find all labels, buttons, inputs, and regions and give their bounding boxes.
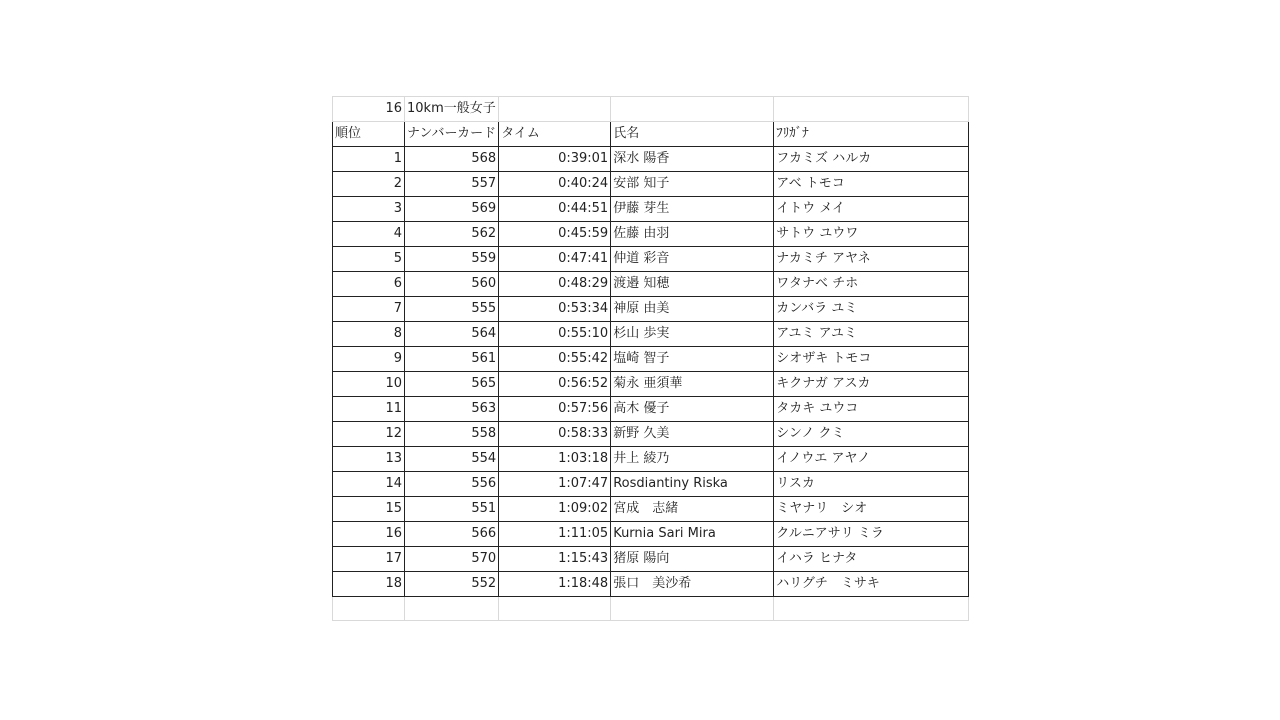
kana-cell[interactable]: シオザキ トモコ [774, 347, 969, 372]
name-cell[interactable]: 猪原 陽向 [611, 547, 774, 572]
kana-cell[interactable]: ハリグチ ミサキ [774, 572, 969, 597]
name-cell[interactable]: 神原 由美 [611, 297, 774, 322]
empty-row [333, 597, 969, 621]
time-cell[interactable]: 0:53:34 [499, 297, 611, 322]
rank-cell[interactable]: 9 [333, 347, 405, 372]
header-time[interactable]: タイム [499, 122, 611, 147]
time-cell[interactable]: 0:58:33 [499, 422, 611, 447]
name-cell[interactable]: 安部 知子 [611, 172, 774, 197]
kana-cell[interactable]: イノウエ アヤノ [774, 447, 969, 472]
bib-cell[interactable]: 555 [405, 297, 499, 322]
table-row [333, 147, 969, 172]
table-row [333, 272, 969, 297]
rank-cell[interactable]: 13 [333, 447, 405, 472]
time-cell[interactable]: 0:40:24 [499, 172, 611, 197]
empty-cell[interactable] [611, 97, 774, 122]
table-row [333, 572, 969, 597]
table-row [333, 297, 969, 322]
table-row [333, 347, 969, 372]
table-row [333, 497, 969, 522]
kana-cell[interactable]: リスカ [774, 472, 969, 497]
name-cell[interactable]: 佐藤 由羽 [611, 222, 774, 247]
rank-cell[interactable]: 5 [333, 247, 405, 272]
empty-cell[interactable] [499, 597, 611, 621]
time-cell[interactable]: 0:44:51 [499, 197, 611, 222]
name-cell[interactable]: Rosdiantiny Riska [611, 472, 774, 497]
bib-cell[interactable]: 551 [405, 497, 499, 522]
bib-cell[interactable]: 556 [405, 472, 499, 497]
event-title-row [333, 97, 969, 122]
name-cell[interactable]: 塩崎 智子 [611, 347, 774, 372]
empty-cell[interactable] [774, 597, 969, 621]
event-number-cell[interactable]: 16 [333, 97, 405, 122]
empty-cell[interactable] [611, 597, 774, 621]
name-cell[interactable]: 杉山 歩実 [611, 322, 774, 347]
bib-cell[interactable]: 568 [405, 147, 499, 172]
bib-cell[interactable]: 570 [405, 547, 499, 572]
bib-cell[interactable]: 554 [405, 447, 499, 472]
name-cell[interactable]: 渡邉 知穂 [611, 272, 774, 297]
name-cell[interactable]: 張口 美沙希 [611, 572, 774, 597]
name-cell[interactable]: 深水 陽香 [611, 147, 774, 172]
header-kana[interactable]: ﾌﾘｶﾞﾅ [774, 122, 969, 147]
bib-cell[interactable]: 560 [405, 272, 499, 297]
time-cell[interactable]: 1:18:48 [499, 572, 611, 597]
kana-cell[interactable]: キクナガ アスカ [774, 372, 969, 397]
rank-cell[interactable]: 14 [333, 472, 405, 497]
kana-cell[interactable]: カンバラ ユミ [774, 297, 969, 322]
time-cell[interactable]: 0:56:52 [499, 372, 611, 397]
kana-cell[interactable]: イトウ メイ [774, 197, 969, 222]
table-row [333, 172, 969, 197]
rank-cell[interactable]: 18 [333, 572, 405, 597]
bib-cell[interactable]: 562 [405, 222, 499, 247]
time-cell[interactable]: 1:15:43 [499, 547, 611, 572]
rank-cell[interactable]: 6 [333, 272, 405, 297]
time-cell[interactable]: 1:09:02 [499, 497, 611, 522]
header-bib[interactable]: ナンバーカード [405, 122, 499, 147]
kana-cell[interactable]: サトウ ユウワ [774, 222, 969, 247]
rank-cell[interactable]: 4 [333, 222, 405, 247]
time-cell[interactable]: 1:03:18 [499, 447, 611, 472]
bib-cell[interactable]: 557 [405, 172, 499, 197]
bib-cell[interactable]: 561 [405, 347, 499, 372]
kana-cell[interactable]: シンノ クミ [774, 422, 969, 447]
event-name-cell[interactable]: 10km一般女子 [405, 97, 499, 122]
rank-cell[interactable]: 3 [333, 197, 405, 222]
table-row [333, 547, 969, 572]
bib-cell[interactable]: 559 [405, 247, 499, 272]
bib-cell[interactable]: 564 [405, 322, 499, 347]
table-row [333, 447, 969, 472]
kana-cell[interactable]: フカミズ ハルカ [774, 147, 969, 172]
name-cell[interactable]: 菊永 亜須華 [611, 372, 774, 397]
results-table [332, 96, 969, 621]
kana-cell[interactable]: ナカミチ アヤネ [774, 247, 969, 272]
table-row [333, 422, 969, 447]
name-cell[interactable]: 仲道 彩音 [611, 247, 774, 272]
name-cell[interactable]: 新野 久美 [611, 422, 774, 447]
name-cell[interactable]: 宮成 志緒 [611, 497, 774, 522]
table-row [333, 522, 969, 547]
name-cell[interactable]: 高木 優子 [611, 397, 774, 422]
rank-cell[interactable]: 15 [333, 497, 405, 522]
bib-cell[interactable]: 558 [405, 422, 499, 447]
name-cell[interactable]: 伊藤 芽生 [611, 197, 774, 222]
table-row [333, 322, 969, 347]
time-cell[interactable]: 0:39:01 [499, 147, 611, 172]
header-name[interactable]: 氏名 [611, 122, 774, 147]
bib-cell[interactable]: 569 [405, 197, 499, 222]
time-cell[interactable]: 1:07:47 [499, 472, 611, 497]
kana-cell[interactable]: イハラ ヒナタ [774, 547, 969, 572]
name-cell[interactable]: 井上 綾乃 [611, 447, 774, 472]
time-cell[interactable]: 0:57:56 [499, 397, 611, 422]
time-cell[interactable]: 0:47:41 [499, 247, 611, 272]
empty-cell[interactable] [333, 597, 405, 621]
time-cell[interactable]: 0:45:59 [499, 222, 611, 247]
kana-cell[interactable]: ミヤナリ シオ [774, 497, 969, 522]
time-cell[interactable]: 1:11:05 [499, 522, 611, 547]
header-row [333, 122, 969, 147]
empty-cell[interactable] [499, 97, 611, 122]
kana-cell[interactable]: タカキ ユウコ [774, 397, 969, 422]
empty-cell[interactable] [774, 97, 969, 122]
table-row [333, 197, 969, 222]
rank-cell[interactable]: 7 [333, 297, 405, 322]
bib-cell[interactable]: 565 [405, 372, 499, 397]
rank-cell[interactable]: 10 [333, 372, 405, 397]
time-cell[interactable]: 0:55:10 [499, 322, 611, 347]
table-row [333, 222, 969, 247]
kana-cell[interactable]: クルニアサリ ミラ [774, 522, 969, 547]
table-row [333, 372, 969, 397]
rank-cell[interactable]: 2 [333, 172, 405, 197]
kana-cell[interactable]: ワタナベ チホ [774, 272, 969, 297]
rank-cell[interactable]: 1 [333, 147, 405, 172]
rank-cell[interactable]: 17 [333, 547, 405, 572]
table-row [333, 472, 969, 497]
table-row [333, 397, 969, 422]
bib-cell[interactable]: 563 [405, 397, 499, 422]
name-cell[interactable]: Kurnia Sari Mira [611, 522, 774, 547]
rank-cell[interactable]: 8 [333, 322, 405, 347]
header-rank[interactable]: 順位 [333, 122, 405, 147]
time-cell[interactable]: 0:55:42 [499, 347, 611, 372]
rank-cell[interactable]: 12 [333, 422, 405, 447]
bib-cell[interactable]: 552 [405, 572, 499, 597]
bib-cell[interactable]: 566 [405, 522, 499, 547]
kana-cell[interactable]: アユミ アユミ [774, 322, 969, 347]
empty-cell[interactable] [405, 597, 499, 621]
rank-cell[interactable]: 16 [333, 522, 405, 547]
table-row [333, 247, 969, 272]
time-cell[interactable]: 0:48:29 [499, 272, 611, 297]
kana-cell[interactable]: アベ トモコ [774, 172, 969, 197]
rank-cell[interactable]: 11 [333, 397, 405, 422]
